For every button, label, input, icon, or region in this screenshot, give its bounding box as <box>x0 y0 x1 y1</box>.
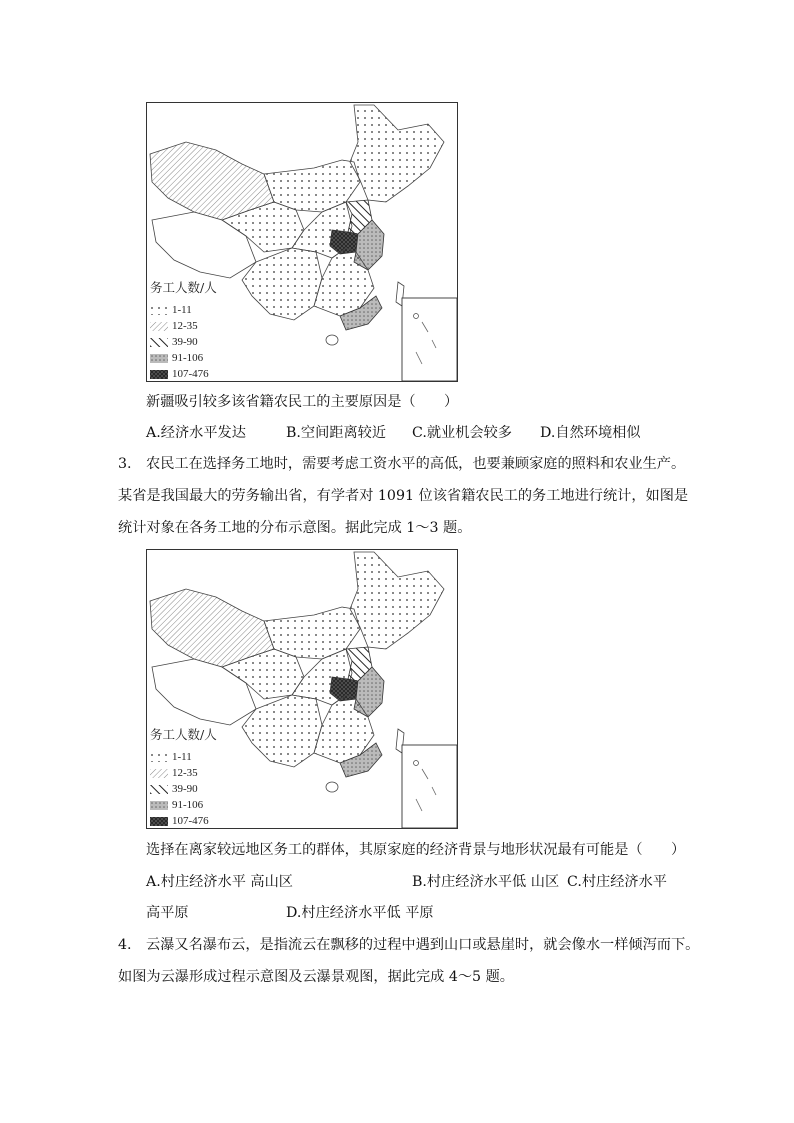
q4-line-2: 如图为云瀑形成过程示意图及云瀑景观图，据此完成 4～5 题。 <box>118 969 514 985</box>
q3-option-c-continued: 高平原 <box>146 905 189 921</box>
diag-bold-swatch <box>150 785 168 794</box>
q3-option-a[interactable]: A.村庄经济水平 高山区 <box>146 874 293 890</box>
diag-thin-swatch <box>150 769 168 778</box>
q2-option-b[interactable]: B.空间距离较近 <box>286 425 387 441</box>
legend-label: 39-90 <box>172 336 198 348</box>
dots-swatch <box>150 306 168 315</box>
legend-row <box>150 334 217 350</box>
q2-option-c[interactable]: C.就业机会较多 <box>412 425 512 441</box>
dots-swatch <box>150 753 168 762</box>
legend-row <box>150 366 217 382</box>
legend-label: 1-11 <box>172 304 192 316</box>
q3-stem: 选择在离家较远地区务工的群体，其原家庭的经济背景与地形状况最有可能是（ ） <box>146 842 686 858</box>
map-1-legend <box>150 278 217 382</box>
legend-row <box>150 318 217 334</box>
legend-row <box>150 765 217 781</box>
cross-dense-swatch <box>150 370 168 379</box>
cross-dense-swatch <box>150 817 168 826</box>
q3-line-2: 某省是我国最大的劳务输出省，有学者对 1091 位该省籍农民工的务工地进行统计，如图是 <box>118 488 689 504</box>
q3-option-b[interactable]: B.村庄经济水平低 山区 <box>412 874 560 890</box>
q3-option-d[interactable]: D.村庄经济水平低 平原 <box>286 905 434 921</box>
cross-light-swatch <box>150 801 168 810</box>
q3-number: 3. <box>118 456 132 472</box>
legend-row <box>150 749 217 765</box>
q3-line-3: 统计对象在各务工地的分布示意图。据此完成 1～3 题。 <box>118 520 472 536</box>
legend-row <box>150 350 217 366</box>
cross-light-swatch <box>150 354 168 363</box>
legend-label: 91-106 <box>172 799 204 811</box>
legend-label: 107-476 <box>172 815 209 827</box>
q2-option-a[interactable]: A.经济水平发达 <box>146 425 246 441</box>
map-2-legend <box>150 725 217 829</box>
q3-line-1: 农民工在选择务工地时，需要考虑工资水平的高低，也要兼顾家庭的照料和农业生产。 <box>146 456 686 472</box>
legend-label: 91-106 <box>172 352 204 364</box>
legend-title: 务工人数/人 <box>150 280 217 295</box>
legend-label: 12-35 <box>172 320 198 332</box>
diag-bold-swatch <box>150 338 168 347</box>
q4-number: 4. <box>118 937 132 953</box>
q4-line-1: 云瀑又名瀑布云，是指流云在飘移的过程中遇到山口或悬崖时，就会像水一样倾泻而下。 <box>146 937 700 953</box>
legend-row <box>150 797 217 813</box>
q2-stem: 新疆吸引较多该省籍农民工的主要原因是（ ） <box>146 394 459 410</box>
q2-option-d[interactable]: D.自然环境相似 <box>540 425 641 441</box>
q3-option-c[interactable]: C.村庄经济水平 <box>567 874 667 890</box>
legend-label: 1-11 <box>172 751 192 763</box>
legend-row <box>150 302 217 318</box>
legend-label: 12-35 <box>172 767 198 779</box>
legend-title: 务工人数/人 <box>150 727 217 742</box>
legend-label: 107-476 <box>172 368 209 380</box>
legend-row <box>150 813 217 829</box>
legend-row <box>150 781 217 797</box>
diag-thin-swatch <box>150 322 168 331</box>
legend-label: 39-90 <box>172 783 198 795</box>
